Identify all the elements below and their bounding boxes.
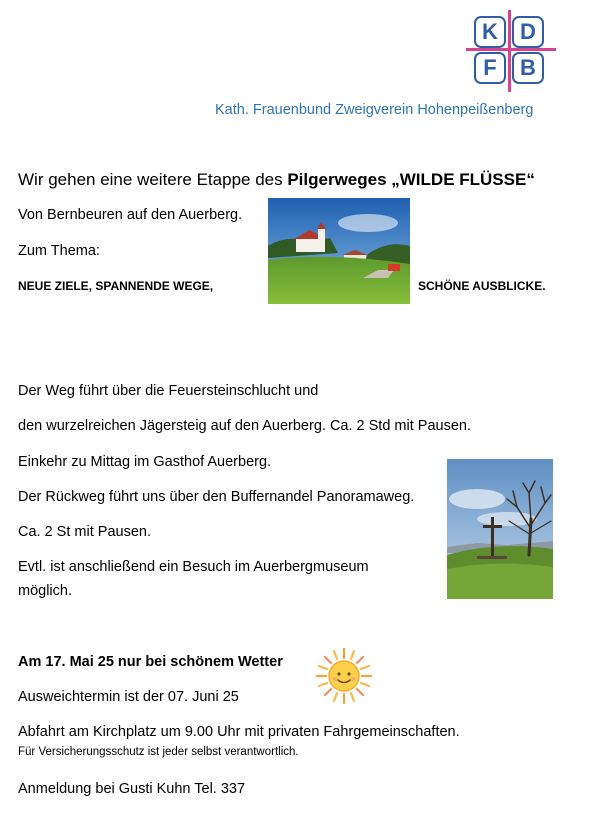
alt-date: Ausweichtermin ist der 07. Juni 25 bbox=[18, 689, 239, 705]
logo-cross-horizontal bbox=[466, 48, 556, 51]
registration-info: Anmeldung bei Gusti Kuhn Tel. 337 bbox=[18, 781, 246, 797]
route-line-6b: möglich. bbox=[18, 583, 72, 599]
org-name: Kath. Frauenbund Zweigverein Hohenpeißenberg bbox=[215, 102, 534, 118]
route-line-2: den wurzelreichen Jägersteig auf den Auerberg. Ca. 2 Std mit Pausen. bbox=[18, 418, 471, 434]
route-line-3: Einkehr zu Mittag im Gasthof Auerberg. bbox=[18, 454, 272, 470]
insurance-note: Für Versicherungsschutz ist jeder selbst verantwortlich. bbox=[18, 746, 299, 758]
route-line-5: Ca. 2 St mit Pausen. bbox=[18, 524, 151, 540]
departure-info: Abfahrt am Kirchplatz um 9.00 Uhr mit privaten Fahrgemeinschaften. bbox=[18, 724, 460, 740]
auerberg-church-photo bbox=[268, 198, 410, 304]
logo-letter-f: F bbox=[474, 52, 506, 84]
logo-letter-d: D bbox=[512, 16, 544, 48]
logo-letter-b: B bbox=[512, 52, 544, 84]
event-date: Am 17. Mai 25 nur bei schönem Wetter bbox=[18, 654, 283, 670]
route-line-6a: Evtl. ist anschließend ein Besuch im Auerbergmuseum bbox=[18, 559, 369, 575]
summit-cross-photo bbox=[447, 459, 553, 599]
theme-left: NEUE ZIELE, SPANNENDE WEGE, bbox=[18, 279, 214, 293]
heading-bold: Pilgerweges „WILDE FLÜSSE“ bbox=[287, 170, 535, 189]
kdfb-logo bbox=[466, 10, 556, 92]
intro-line-2: Zum Thema: bbox=[18, 243, 100, 259]
intro-line-1: Von Bernbeuren auf den Auerberg. bbox=[18, 207, 243, 223]
logo-letter-k: K bbox=[474, 16, 506, 48]
logo-cross-vertical bbox=[508, 10, 511, 92]
sun-icon bbox=[314, 646, 374, 706]
heading-prefix: Wir gehen eine weitere Etappe des bbox=[18, 170, 288, 189]
theme-right: SCHÖNE AUSBLICKE. bbox=[418, 279, 546, 293]
page-heading bbox=[18, 170, 535, 190]
route-line-4: Der Rückweg führt uns über den Buffernandel Panoramaweg. bbox=[18, 489, 415, 505]
route-line-1: Der Weg führt über die Feuersteinschlucht und bbox=[18, 383, 319, 399]
